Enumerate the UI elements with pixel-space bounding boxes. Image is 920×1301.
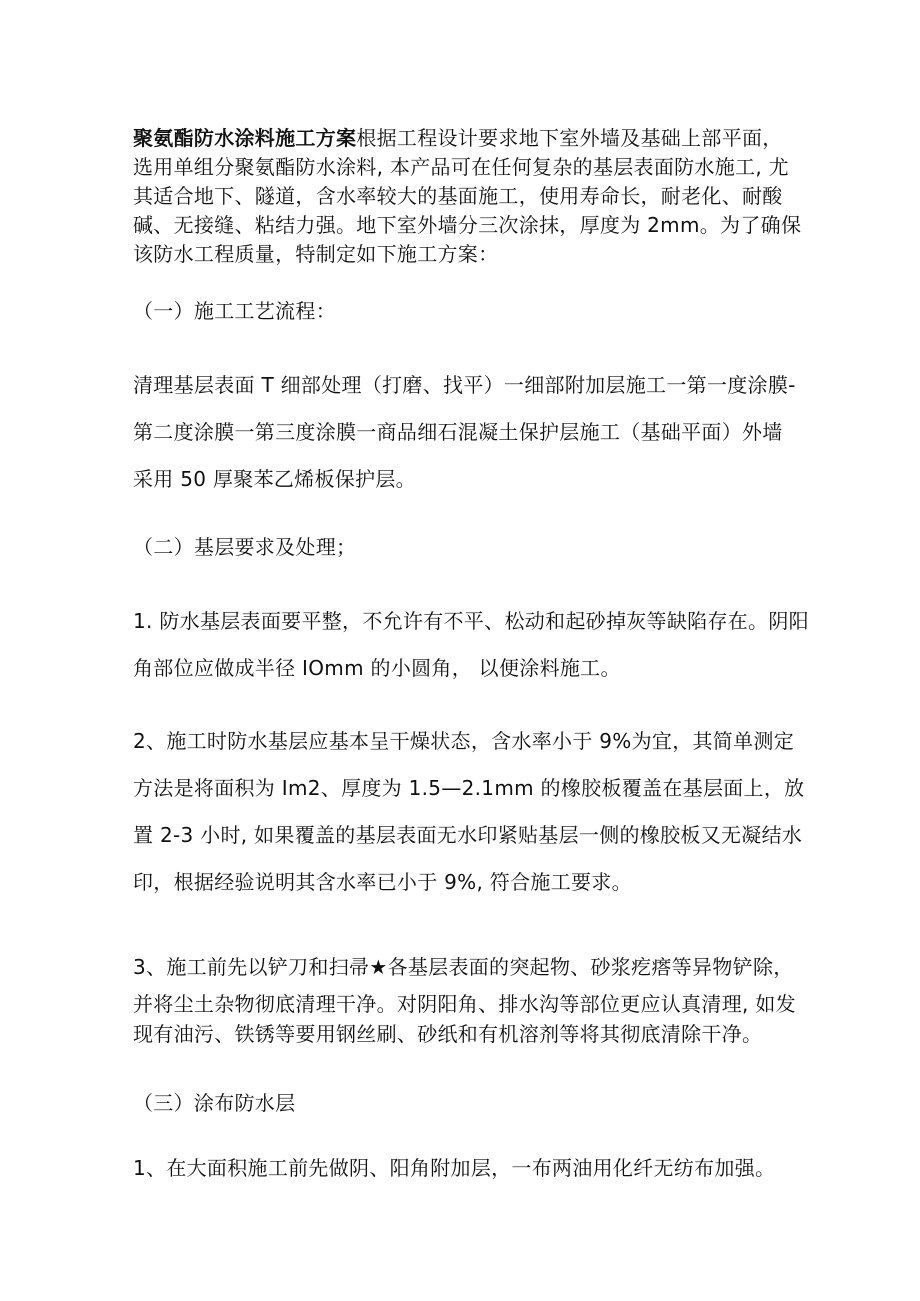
section-2-item-2-line-1: 2、施工时防水基层应基本呈干燥状态，含水率小于 9%为宜，其简单测定	[133, 729, 795, 753]
section-2-item-2-line-3: 置 2-3 小时, 如果覆盖的基层表面无水印紧贴基层一侧的橡胶板又无凝结水	[133, 823, 803, 847]
intro-line-5: 该防水工程质量，特制定如下施工方案：	[133, 242, 499, 266]
section-1-line-2: 第二度涂膜一第三度涂膜一商品细石混凝土保护层施工（基础平面）外墙	[133, 420, 783, 444]
section-1-paragraph	[133, 362, 796, 503]
section-2-item-2-line-4: 印，根据经验说明其含水率已小于 9%, 符合施工要求。	[133, 870, 632, 894]
section-2-item-3-line-2: 并将尘土杂物彻底清理干净。对阴阳角、排水沟等部位更应认真清理, 如发	[133, 992, 796, 1016]
section-2-item-1-line-2: 角部位应做成半径 IOmm 的小圆角， 以便涂料施工。	[133, 656, 621, 680]
section-2-heading: （二）基层要求及处理；	[133, 535, 357, 559]
section-2-item-1-line-1: 1. 防水基层表面要平整，不允许有不平、松动和起砂掉灰等缺陷存在。阴阳	[133, 609, 809, 633]
document-title: 聚氨酯防水涂料施工方案	[133, 126, 357, 150]
section-1-heading: （一）施工工艺流程：	[133, 299, 336, 323]
section-3-item-1-line-1: 1、在大面积施工前先做阴、阳角附加层，一布两油用化纤无纺布加强。	[133, 1156, 776, 1180]
section-3-heading: （三）涂布防水层	[133, 1091, 296, 1115]
intro-line-4: 碱、无接缝、粘结力强。地下室外墙分三次涂抹，厚度为 2mm。为了确保	[133, 213, 802, 237]
section-1-line-3: 采用 50 厚聚苯乙烯板保护层。	[133, 467, 416, 491]
section-2-item-2-line-2: 方法是将面积为 Im2、厚度为 1.5—2.1mm 的橡胶板覆盖在基层面上，放	[133, 776, 805, 800]
section-1-line-1: 清理基层表面 T 细部处理（打磨、找平）一细部附加层施工一第一度涂膜-	[133, 373, 796, 397]
intro-paragraph	[133, 124, 802, 269]
section-2-item-3	[133, 944, 796, 1049]
intro-line-2: 选用单组分聚氨酯防水涂料, 本产品可在任何复杂的基层表面防水施工, 尤	[133, 155, 789, 179]
intro-line-3: 其适合地下、隧道，含水率较大的基面施工，使用寿命长，耐老化、耐酸	[133, 184, 783, 208]
intro-line-1	[133, 124, 793, 153]
section-2-item-3-line-1: 3、施工前先以铲刀和扫帚★各基层表面的突起物、砂浆疙瘩等异物铲除，	[133, 955, 794, 979]
section-3-item-1	[133, 1153, 793, 1183]
section-2-item-2	[133, 718, 805, 906]
section-2-item-3-line-3: 现有油污、铁锈等要用钢丝刷、砂纸和有机溶剂等将其彻底清除干净。	[133, 1022, 763, 1046]
section-2-item-1	[133, 598, 809, 692]
intro-line-1-text: 根据工程设计要求地下室外墙及基础上部平面，	[356, 126, 783, 150]
